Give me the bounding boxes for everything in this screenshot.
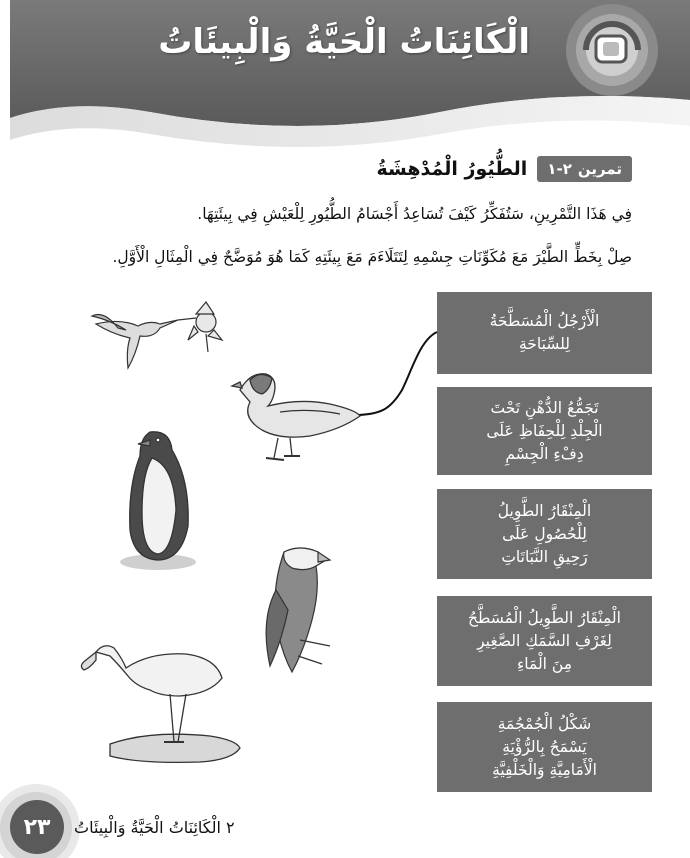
box-line: لِلسِّبَاحَةِ xyxy=(519,335,570,353)
box-line: مِنَ الْمَاءِ xyxy=(516,654,573,673)
box-line: الْأَرْجُلُ الْمُسَطَّحَةُ xyxy=(489,312,600,330)
spiral-chapter-icon xyxy=(566,4,658,96)
example-connection-line xyxy=(358,332,437,415)
box-line: الْأَمَامِيَّةِ وَالْخَلْفِيَّةِ xyxy=(492,760,597,779)
flower-icon xyxy=(188,302,222,352)
chapter-header xyxy=(0,0,690,150)
birds-illustration xyxy=(0,290,440,770)
spoonbill-icon xyxy=(81,646,240,763)
page-title: الْكَائِنَاتُ الْحَيَّةُ وَالْبِيئَاتُ xyxy=(158,22,530,62)
duck-icon xyxy=(232,374,360,460)
feature-box-flat-feet[interactable] xyxy=(437,292,652,374)
box-line: الْجِلْدِ لِلْحِفَاظِ عَلَى xyxy=(486,421,603,440)
feature-box-long-beak-nectar[interactable] xyxy=(437,489,652,579)
box-line: الْمِنْقَارُ الطَّوِيلُ الْمُسَطَّحُ xyxy=(468,608,621,627)
feature-box-skull-vision[interactable] xyxy=(437,702,652,792)
exercise-title: الطُّيُورُ الْمُدْهِشَةُ xyxy=(376,158,528,180)
penguin-icon xyxy=(120,432,196,570)
eagle-icon xyxy=(266,548,330,672)
exercise-number: ٢-١ xyxy=(547,160,572,178)
exercise-badge xyxy=(537,156,632,182)
box-line: دِفْءِ الْجِسْمِ xyxy=(505,444,584,463)
box-line: يَسْمَحُ بِالرُّؤْيَةِ xyxy=(502,737,587,756)
instruction-line-1: فِي هَذَا التَّمْرِينِ، سَتُفَكِّرُ كَيْفَ تُسَاعِدُ أَجْسَامُ الطُّيُورِ لِلْعَيْشِ فِي بِيئَتِهَا. xyxy=(197,205,632,223)
instruction-line-2: صِلْ بِخَطٍّ الطَّيْرَ مَعَ مُكَوِّنَاتِ جِسْمِهِ لِتَتَلَاءَمَ مَعَ بِيئَتِهِ كَمَا هُوَ مُوَضَّحٌ فِي الْمِثَالِ الْأَوَّلِ. xyxy=(112,248,632,266)
box-line: الْمِنْقَارُ الطَّوِيلُ xyxy=(497,501,592,520)
box-line: تَجَمُّعُ الدُّهْنِ تَحْتَ xyxy=(490,398,599,417)
feature-box-fat-layer[interactable] xyxy=(437,387,652,475)
box-line: شَكْلُ الْجُمْجُمَةِ xyxy=(497,714,592,733)
box-line: لِلْحُصُولِ عَلَى xyxy=(502,524,587,543)
exercise-heading xyxy=(377,152,632,186)
box-line: لِغَرْفِ السَّمَكِ الصَّغِيرِ xyxy=(477,631,612,650)
footer-chapter-name: ٢ الْكَائِنَاتُ الْحَيَّةُ وَالْبِيئَاتُ xyxy=(74,818,235,837)
hummingbird-icon xyxy=(92,302,222,368)
box-line: رَحِيقِ النَّبَاتَاتِ xyxy=(501,547,588,566)
feature-box-flat-beak-fish[interactable] xyxy=(437,596,652,686)
exercise-label: تمرين xyxy=(577,160,622,178)
page-number: ٢٣ xyxy=(10,800,64,854)
